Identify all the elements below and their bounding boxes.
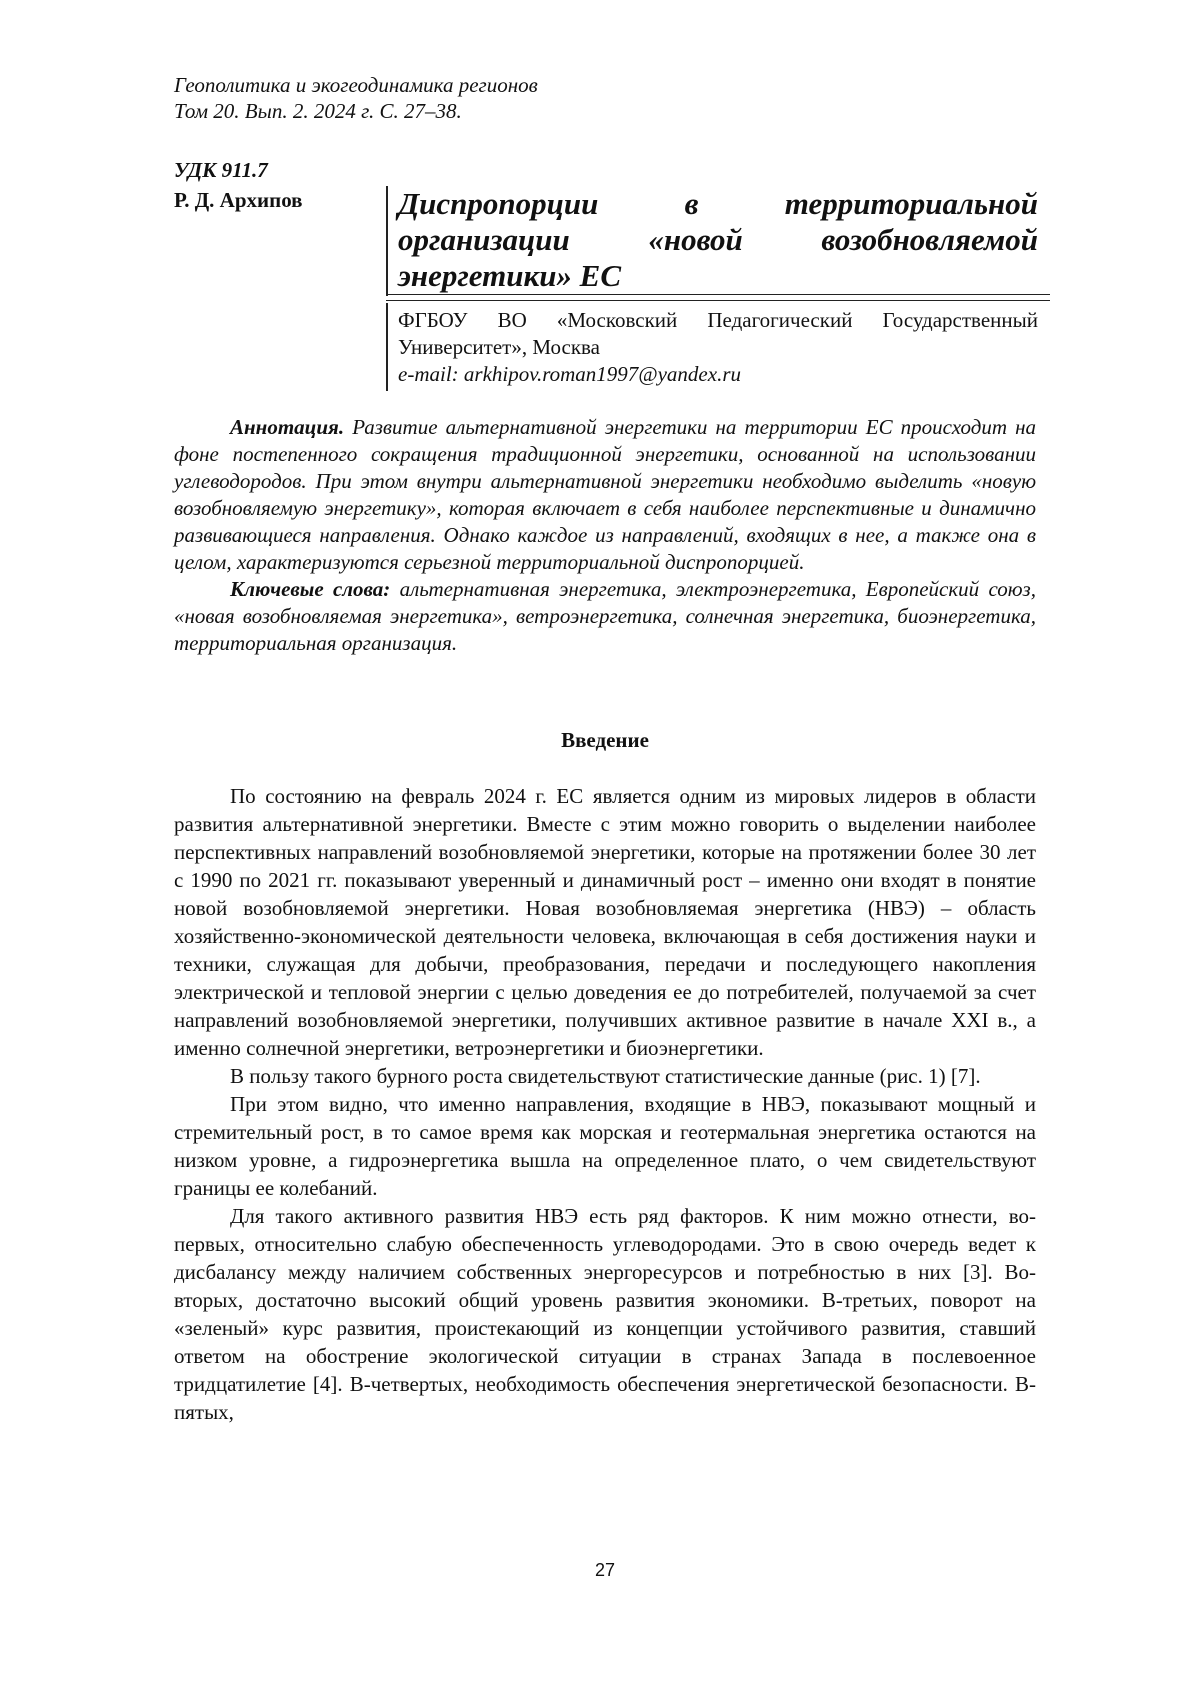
journal-header: [174, 72, 538, 124]
abstract: [174, 414, 1036, 657]
keywords-label: Ключевые слова:: [230, 577, 391, 601]
body-paragraph: В пользу такого бурного роста свидетельствуют статистические данные (рис. 1) [7].: [230, 1064, 981, 1088]
keywords-text: альтернативная энергетика, электроэнергетика, Европейский союз, «новая возобновляемая энергетика», ветроэнергетика, солнечная энергетика, биоэнергетика, территориальная организация.: [174, 577, 1036, 655]
author-name: Р. Д. Архипов: [174, 188, 303, 212]
affiliation-block: [386, 303, 1038, 391]
abstract-label: Аннотация.: [230, 415, 345, 439]
section-title: Введение: [561, 728, 649, 752]
body-paragraph: При этом видно, что именно направления, входящие в НВЭ, показывают мощный и стремительный рост, в то самое время как морская и геотермальная энергетика остаются на низком уровне, а гидроэнергетика вышла на определенное плато, о чем свидетельствуют границы ее колебаний.: [174, 1092, 1036, 1200]
keywords-paragraph: [174, 576, 1036, 657]
affiliation-email: e-mail: arkhipov.roman1997@yandex.ru: [398, 362, 741, 386]
page-number: 27: [594, 1560, 616, 1580]
abstract-paragraph: [174, 414, 1036, 576]
journal-issue: Том 20. Вып. 2. 2024 г. С. 27–38.: [174, 99, 462, 123]
article-title: Диспропорции в территориальной организации «новой возобновляемой энергетики» ЕС: [398, 186, 1038, 293]
title-divider-bottom: [386, 300, 1050, 301]
abstract-text: Развитие альтернативной энергетики на территории ЕС происходит на фоне постепенного сокращения традиционной энергетики, основанной на использовании углеводородов. При этом внутри альтернативной энергетики необходимо выделить «новую возобновляемую энергетику», которая включает в себя наиболее перспективные и динамично развивающиеся направления. Однако каждое из направлений, входящих в нее, а также она в целом, характеризуются серьезной территориальной диспропорцией.: [174, 415, 1037, 574]
title-divider-top: [386, 294, 1050, 295]
udk-code: УДК 911.7: [174, 158, 268, 182]
affiliation-org: ФГБОУ ВО «Московский Педагогический Государственный Университет», Москва: [398, 308, 1038, 359]
body-text: [174, 782, 1036, 1426]
title-block: [386, 186, 1038, 296]
journal-name: Геополитика и экогеодинамика регионов: [174, 73, 538, 97]
body-paragraph: По состоянию на февраль 2024 г. ЕС является одним из мировых лидеров в области развития альтернативной энергетики. Вместе с этим можно говорить о выделении наиболее перспективных направлений возобновляемой энергетики, которые на протяжении более 30 лет с 1990 по 2021 гг. показывают уверенный и динамичный рост – именно они входят в понятие новой возобновляемой энергетики. Новая возобновляемая энергетика (НВЭ) – область хозяйственно-экономической деятельности человека, включающая в себя достижения науки и техники, служащая для добычи, преобразования, передачи и последующего накопления электрической и тепловой энергии с целью доведения ее до потребителей, получаемой за счет направлений возобновляемой энергетики, получивших активное развитие в начале XXI в., а именно солнечной энергетики, ветроэнергетики и биоэнергетики.: [174, 784, 1036, 1060]
body-paragraph: Для такого активного развития НВЭ есть ряд факторов. К ним можно отнести, во-первых, относительно слабую обеспеченность углеводородами. Это в свою очередь ведет к дисбалансу между наличием собственных энергоресурсов и потребностью в них [3]. Во-вторых, достаточно высокий общий уровень развития экономики. В-третьих, поворот на «зеленый» курс развития, проистекающий из концепции устойчивого развития, ставший ответом на обострение экологической ситуации в странах Запада в послевоенное тридцатилетие [4]. В-четвертых, необходимость обеспечения энергетической безопасности. В-пятых,: [174, 1204, 1036, 1424]
